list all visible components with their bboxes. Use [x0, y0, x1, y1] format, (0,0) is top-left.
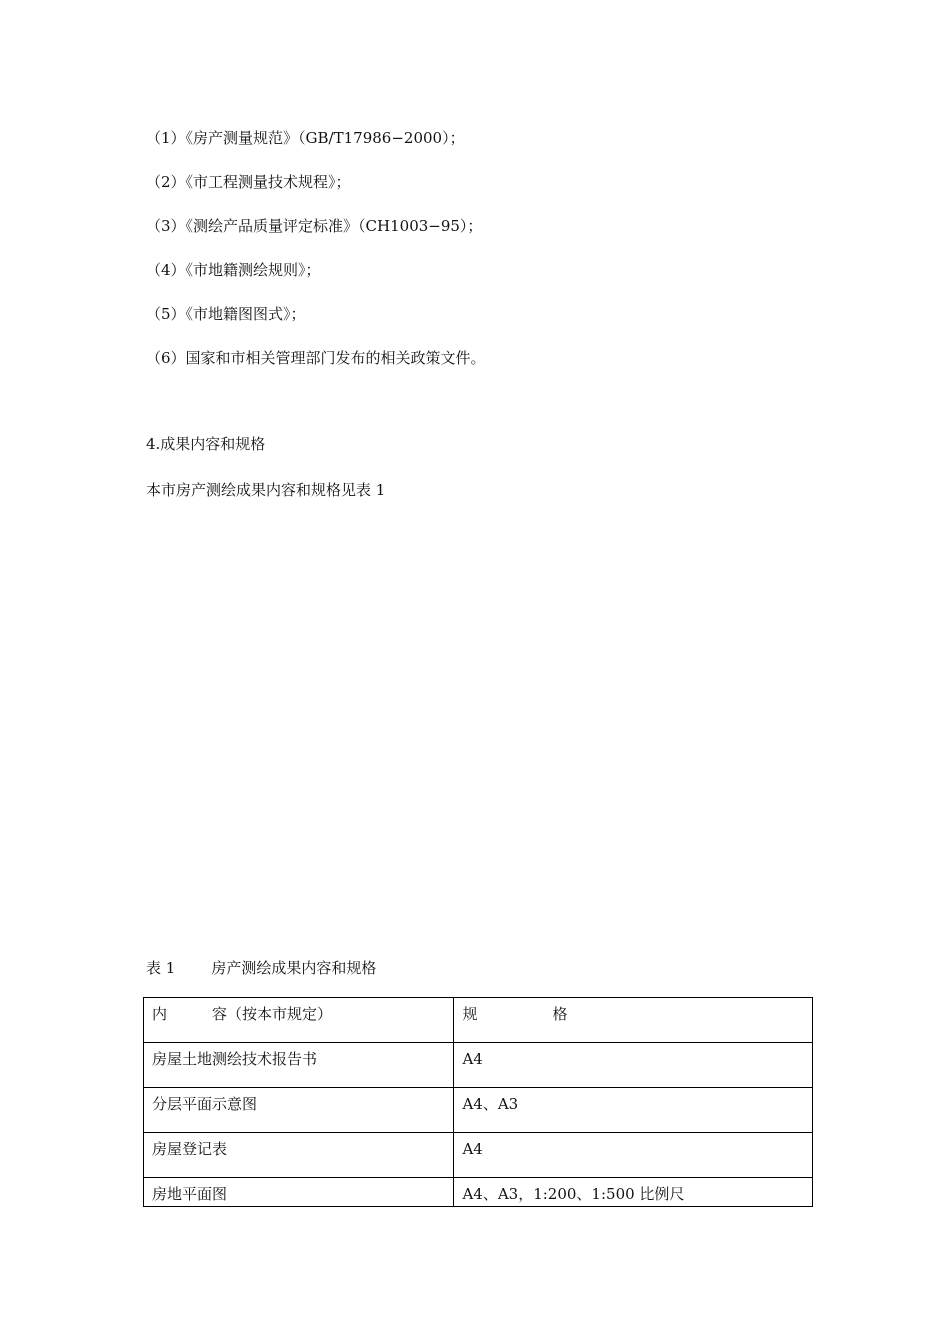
table-caption-label: 表 1 [146, 959, 176, 977]
cell-spec: A4、A3 [454, 1088, 813, 1133]
section-intro: 本市房产测绘成果内容和规格见表 1 [146, 481, 386, 499]
cell-content: 房屋土地测绘技术报告书 [144, 1043, 454, 1088]
cell-spec: A4 [454, 1043, 813, 1088]
table-caption-title: 房产测绘成果内容和规格 [211, 959, 377, 977]
reference-item-3: （3）《测绘产品质量评定标准》（CH1003−95）； [146, 217, 483, 235]
results-spec-table [143, 997, 813, 1207]
cell-spec: A4、A3，1:200、1:500 比例尺 [454, 1178, 813, 1207]
header-cell-spec: 规 格 [454, 998, 813, 1043]
table-row [144, 1043, 813, 1088]
cell-content: 房屋登记表 [144, 1133, 454, 1178]
reference-item-2: （2）《市工程测量技术规程》； [146, 173, 351, 191]
reference-item-6: （6）国家和市相关管理部门发布的相关政策文件。 [146, 349, 486, 367]
table-caption [146, 958, 376, 978]
reference-item-4: （4）《市地籍测绘规则》； [146, 261, 321, 279]
table-row [144, 1178, 813, 1207]
cell-content: 房地平面图 [144, 1178, 454, 1207]
cell-spec: A4 [454, 1133, 813, 1178]
header-cell-content: 内 容（按本市规定） [144, 998, 454, 1043]
table-row [144, 1133, 813, 1178]
reference-item-1: （1）《房产测量规范》（GB/T17986−2000）； [146, 129, 465, 147]
table-header-row [144, 998, 813, 1043]
section-heading: 4.成果内容和规格 [146, 435, 266, 453]
table-row [144, 1088, 813, 1133]
cell-content: 分层平面示意图 [144, 1088, 454, 1133]
reference-item-5: （5）《市地籍图图式》； [146, 305, 306, 323]
